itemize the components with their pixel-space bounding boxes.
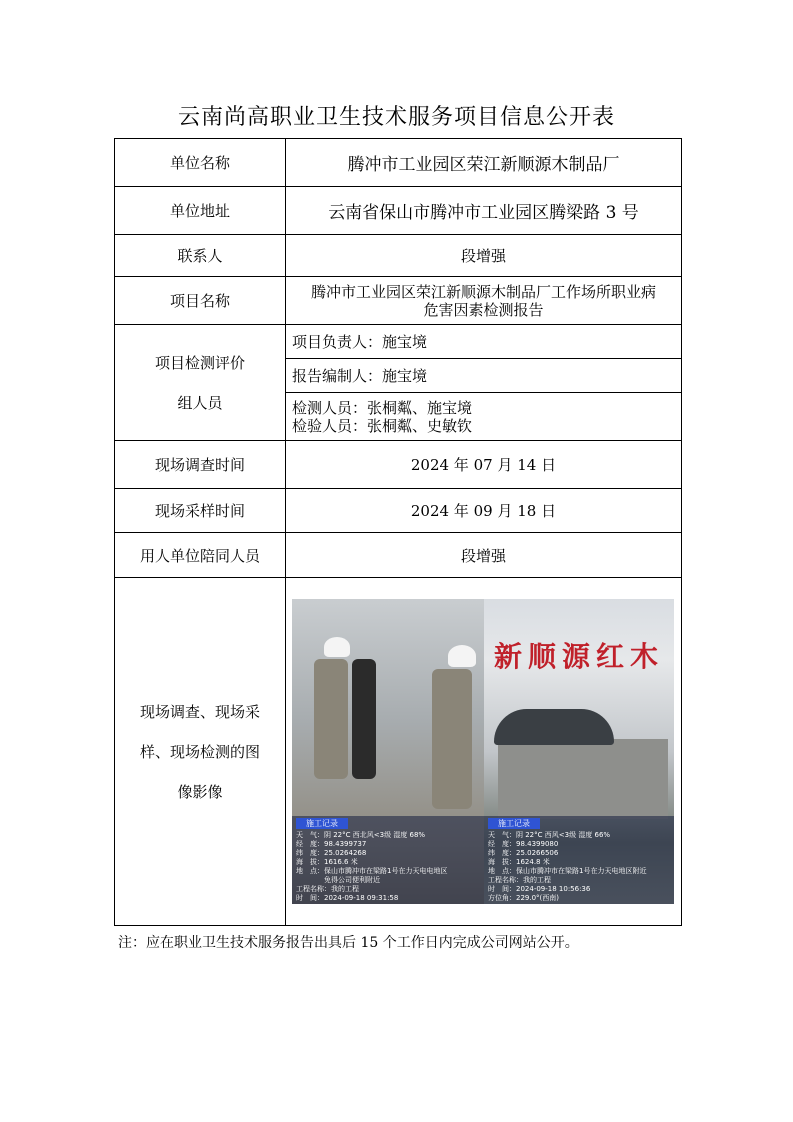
stamp-line: 天 气：阴 22°C 西风<3级 湿度 66% bbox=[488, 831, 611, 839]
project-name-label: 项目名称 bbox=[115, 277, 286, 325]
project-name-line2: 危害因素检测报告 bbox=[423, 300, 544, 319]
team-label bbox=[115, 325, 286, 441]
factory-sign: 新顺源红木 bbox=[493, 640, 664, 673]
escort-label: 用人单位陪同人员 bbox=[115, 533, 286, 578]
team-label-line2: 组人员 bbox=[177, 393, 223, 412]
unit-name-value: 腾冲市工业园区荣江新顺源木制品厂 bbox=[286, 139, 682, 187]
images-cell bbox=[286, 578, 682, 926]
footnote: 注：应在职业卫生技术服务报告出具后 15 个工作日内完成公司网站公开。 bbox=[118, 935, 579, 951]
stamp-line: 工程名称：我的工程 bbox=[296, 885, 359, 893]
project-name-value bbox=[286, 277, 682, 325]
sampling-time-label: 现场采样时间 bbox=[115, 489, 286, 533]
stamp-title-left: 施工记录 bbox=[296, 818, 348, 829]
photo-stamp-left bbox=[292, 816, 484, 904]
stamp-line: 经 度：98.4399737 bbox=[296, 840, 367, 848]
team-writer: 报告编制人：施宝境 bbox=[286, 359, 682, 393]
survey-time-label: 现场调查时间 bbox=[115, 441, 286, 489]
stamp-line: 天 气：阴 22°C 西北风<3级 湿度 68% bbox=[296, 831, 426, 839]
contact-value: 段增强 bbox=[286, 235, 682, 277]
sampling-time-value: 2024 年 09 月 18 日 bbox=[286, 489, 682, 533]
images-label-line2: 样、现场检测的图 bbox=[139, 742, 260, 761]
unit-address-value: 云南省保山市腾冲市工业园区腾梁路 3 号 bbox=[286, 187, 682, 235]
unit-name-label: 单位名称 bbox=[115, 139, 286, 187]
stamp-line: 地 点：保山市腾冲市在梁路1号在力天电电地区 bbox=[296, 867, 448, 875]
team-leader: 项目负责人：施宝境 bbox=[286, 325, 682, 359]
worker-shape bbox=[432, 669, 472, 809]
unit-address-label: 单位地址 bbox=[115, 187, 286, 235]
contact-label: 联系人 bbox=[115, 235, 286, 277]
stamp-line: 方位角：229.0°(西南) bbox=[488, 894, 560, 902]
worker-shape bbox=[314, 659, 348, 779]
images-label-line3: 像影像 bbox=[177, 782, 223, 801]
stamp-line: 海 拔：1624.8 米 bbox=[488, 858, 550, 866]
info-table bbox=[114, 138, 682, 926]
stamp-line: 时 间：2024-09-18 10:56:36 bbox=[488, 885, 591, 893]
stamp-line: 纬 度：25.0264268 bbox=[296, 849, 367, 857]
site-photo-workshop bbox=[292, 599, 484, 904]
page-title: 云南尚高职业卫生技术服务项目信息公开表 bbox=[177, 105, 615, 130]
worker-shape bbox=[352, 659, 376, 779]
team-label-line1: 项目检测评价 bbox=[154, 353, 245, 372]
stamp-line: 时 间：2024-09-18 09:31:58 bbox=[296, 894, 399, 902]
stamp-line: 地 点：保山市腾冲市在梁路1号在力天电地区附近 bbox=[488, 867, 647, 875]
building-shape bbox=[498, 739, 668, 819]
escort-value: 段增强 bbox=[286, 533, 682, 578]
stamp-line: 免得公司便利附近 bbox=[296, 876, 380, 884]
site-photo-entrance bbox=[484, 599, 674, 904]
roof-shape bbox=[494, 709, 614, 745]
stamp-line: 工程名称：我的工程 bbox=[488, 876, 551, 884]
stamp-line: 纬 度：25.0266506 bbox=[488, 849, 559, 857]
survey-time-value: 2024 年 07 月 14 日 bbox=[286, 441, 682, 489]
photo-stamp-right bbox=[484, 816, 674, 904]
stamp-line: 经 度：98.4399080 bbox=[488, 840, 559, 848]
site-photos bbox=[292, 599, 674, 904]
helmet-shape bbox=[324, 637, 350, 657]
stamp-line: 海 拔：1616.6 米 bbox=[296, 858, 358, 866]
stamp-title-right: 施工记录 bbox=[488, 818, 540, 829]
helmet-shape bbox=[448, 645, 476, 667]
team-staff bbox=[286, 393, 682, 441]
project-name-line1: 腾冲市工业园区荣江新顺源木制品厂工作场所职业病 bbox=[310, 282, 656, 301]
images-label-line1: 现场调查、现场采 bbox=[139, 702, 260, 721]
images-label bbox=[115, 578, 286, 926]
team-testers: 检验人员：张桐粼、史敏钦 bbox=[292, 416, 473, 435]
team-inspectors: 检测人员：张桐粼、施宝境 bbox=[292, 398, 473, 417]
